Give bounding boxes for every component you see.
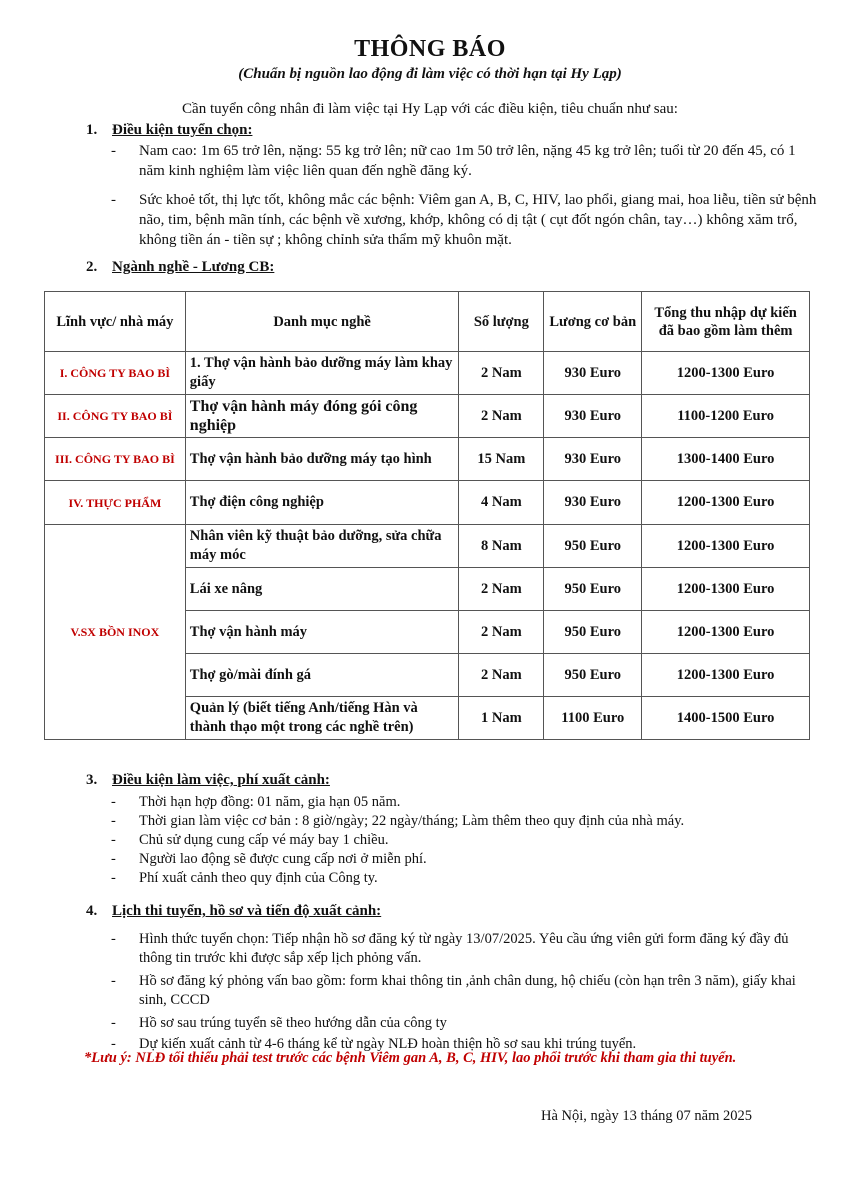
total-cell: 1100-1200 Euro <box>642 395 810 438</box>
list-item: - Người lao động sẽ được cung cấp nơi ở miễn phí. <box>105 850 820 869</box>
field-cell: III. CÔNG TY BAO BÌ <box>45 438 186 481</box>
section-number: 4. <box>86 903 98 919</box>
salary-cell: 950 Euro <box>544 654 642 697</box>
quantity-cell: 15 Nam <box>459 438 544 481</box>
section-title: Ngành nghề - Lương CB: <box>112 259 275 275</box>
field-cell: IV. THỰC PHẨM <box>45 481 186 525</box>
total-cell: 1200-1300 Euro <box>642 654 810 697</box>
job-cell: 1. Thợ vận hành bảo dưỡng máy làm khay giấy <box>185 352 459 395</box>
header-total-income: Tổng thu nhập dự kiến đã bao gồm làm thêm <box>642 292 810 352</box>
section-number: 2. <box>86 259 98 275</box>
document-subtitle: (Chuẩn bị nguồn lao động đi làm việc có thời hạn tại Hy Lạp) <box>238 66 622 82</box>
job-cell: Thợ gò/mài đính gá <box>185 654 459 697</box>
job-cell: Nhân viên kỹ thuật bảo dưỡng, sửa chữa máy móc <box>185 525 459 568</box>
section-title: Điều kiện tuyển chọn: <box>112 122 253 138</box>
warning-note: *Lưu ý: NLĐ tối thiểu phải test trước các bệnh Viêm gan A, B, C, HIV, lao phổi trước khi tham gia thi tuyển. <box>84 1050 737 1066</box>
field-cell: I. CÔNG TY BAO BÌ <box>45 352 186 395</box>
job-cell: Quản lý (biết tiếng Anh/tiếng Hàn và thành thạo một trong các nghề trên) <box>185 697 459 740</box>
quantity-cell: 2 Nam <box>459 395 544 438</box>
table-row <box>45 352 810 395</box>
header-job: Danh mục nghề <box>185 292 459 352</box>
section-number: 3. <box>86 772 98 788</box>
salary-cell: 950 Euro <box>544 611 642 654</box>
quantity-cell: 1 Nam <box>459 697 544 740</box>
signature-date: Hà Nội, ngày 13 tháng 07 năm 2025 <box>541 1108 753 1124</box>
section-1-heading <box>86 122 252 139</box>
section-3-list <box>105 793 820 888</box>
job-cell: Thợ điện công nghiệp <box>185 481 459 525</box>
salary-cell: 930 Euro <box>544 438 642 481</box>
table-row <box>45 438 810 481</box>
table-row <box>45 525 810 568</box>
section-4-list <box>105 930 820 1054</box>
field-cell: II. CÔNG TY BAO BÌ <box>45 395 186 438</box>
table-header-row <box>45 292 810 352</box>
salary-cell: 930 Euro <box>544 395 642 438</box>
quantity-cell: 2 Nam <box>459 568 544 611</box>
list-item: - Hình thức tuyển chọn: Tiếp nhận hồ sơ đăng ký từ ngày 13/07/2025. Yêu cầu ứng viên gửi form đăng ký đầy đủ thông tin trước khi được sắp xếp lịch phỏng vấn. <box>105 930 820 968</box>
list-item: - Phí xuất cảnh theo quy định của Công ty. <box>105 869 820 888</box>
salary-cell: 950 Euro <box>544 568 642 611</box>
section-4-heading <box>86 903 381 920</box>
total-cell: 1400-1500 Euro <box>642 697 810 740</box>
total-cell: 1200-1300 Euro <box>642 525 810 568</box>
list-item: - Thời hạn hợp đồng: 01 năm, gia hạn 05 năm. <box>105 793 820 812</box>
list-item: - Thời gian làm việc cơ bản : 8 giờ/ngày; 22 ngày/tháng; Làm thêm theo quy định của nhà máy. <box>105 812 820 831</box>
list-item: - Dự kiến xuất cảnh từ 4-6 tháng kể từ ngày NLĐ hoàn thiện hồ sơ sau khi trúng tuyển. <box>105 1035 820 1054</box>
salary-cell: 950 Euro <box>544 525 642 568</box>
section-1-list <box>105 141 820 250</box>
salary-cell: 930 Euro <box>544 481 642 525</box>
job-cell: Lái xe nâng <box>185 568 459 611</box>
salary-cell: 1100 Euro <box>544 697 642 740</box>
document-title: THÔNG BÁO <box>354 36 506 62</box>
table-row <box>45 481 810 525</box>
salary-cell: 930 Euro <box>544 352 642 395</box>
list-item: - Nam cao: 1m 65 trở lên, nặng: 55 kg trở lên; nữ cao 1m 50 trở lên, nặng 45 kg trở lên; tuổi từ 20 đến 45, có 1 năm kinh nghiệm làm việc liên quan đến nghề đăng ký. <box>105 141 820 181</box>
total-cell: 1300-1400 Euro <box>642 438 810 481</box>
intro-text: Cần tuyển công nhân đi làm việc tại Hy Lạp với các điều kiện, tiêu chuẩn như sau: <box>182 101 678 117</box>
field-cell: V.SX BỒN INOX <box>45 525 186 740</box>
job-cell: Thợ vận hành bảo dưỡng máy tạo hình <box>185 438 459 481</box>
header-quantity: Số lượng <box>459 292 544 352</box>
section-number: 1. <box>86 122 98 138</box>
quantity-cell: 2 Nam <box>459 352 544 395</box>
section-3-heading <box>86 772 330 789</box>
list-item: - Hồ sơ sau trúng tuyển sẽ theo hướng dẫn của công ty <box>105 1014 820 1033</box>
section-2-heading <box>86 259 274 276</box>
quantity-cell: 4 Nam <box>459 481 544 525</box>
total-cell: 1200-1300 Euro <box>642 481 810 525</box>
list-item: - Chủ sử dụng cung cấp vé máy bay 1 chiều. <box>105 831 820 850</box>
quantity-cell: 8 Nam <box>459 525 544 568</box>
total-cell: 1200-1300 Euro <box>642 352 810 395</box>
list-item: - Hồ sơ đăng ký phỏng vấn bao gồm: form khai thông tin ,ảnh chân dung, hộ chiếu (còn hạn trên 3 năm), giấy khai sinh, CCCD <box>105 972 820 1010</box>
quantity-cell: 2 Nam <box>459 654 544 697</box>
jobs-table <box>44 291 810 740</box>
total-cell: 1200-1300 Euro <box>642 611 810 654</box>
header-field: Lĩnh vực/ nhà máy <box>45 292 186 352</box>
job-cell: Thợ vận hành máy đóng gói công nghiệp <box>185 395 459 438</box>
header-salary: Lương cơ bản <box>544 292 642 352</box>
quantity-cell: 2 Nam <box>459 611 544 654</box>
job-cell: Thợ vận hành máy <box>185 611 459 654</box>
section-title: Lịch thi tuyển, hồ sơ và tiến độ xuất cảnh: <box>112 903 382 919</box>
total-cell: 1200-1300 Euro <box>642 568 810 611</box>
section-title: Điều kiện làm việc, phí xuất cảnh: <box>112 772 330 788</box>
table-row <box>45 395 810 438</box>
list-item: - Sức khoẻ tốt, thị lực tốt, không mắc các bệnh: Viêm gan A, B, C, HIV, lao phổi, giang mai, hoa liễu, tiền sử bệnh não, tim, bệnh mãn tính, các bệnh về xương, khớp, không có dị tật ( cụt đốt ngón chân, tay…) không xăm trổ, không tiền án - tiền sự ; không chỉnh sửa thẩm mỹ khuôn mặt. <box>105 190 820 250</box>
